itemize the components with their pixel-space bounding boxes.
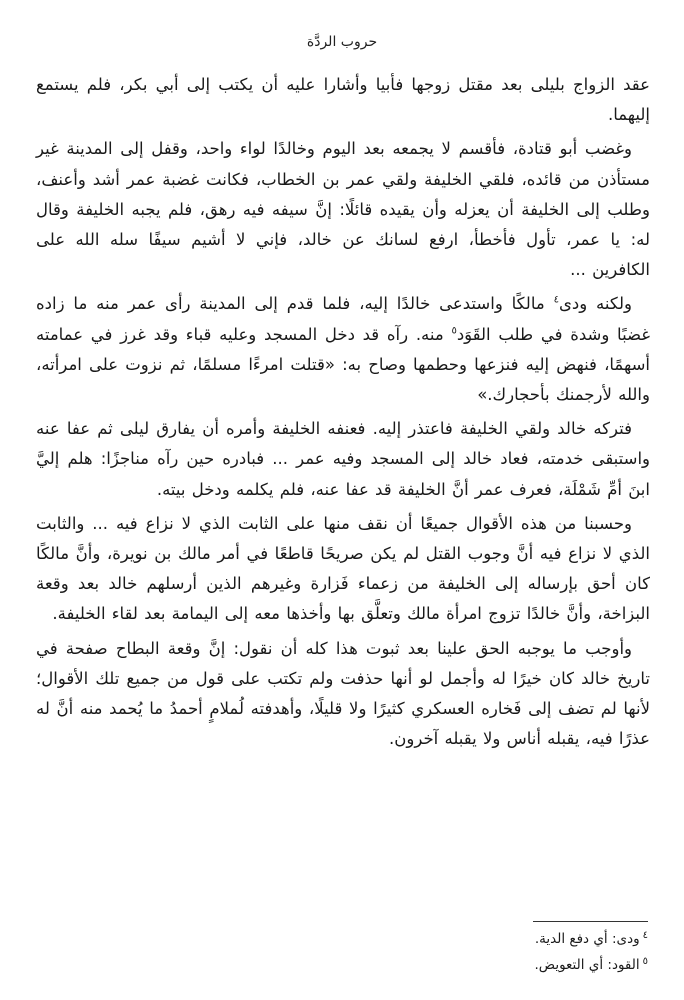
footnote-text: ودى: أي دفع الدية. bbox=[534, 931, 640, 947]
footnote-divider bbox=[533, 921, 648, 922]
footnote-5 bbox=[248, 952, 648, 978]
paragraph-6: وأوجب ما يوجبه الحق علينا بعد ثبوت هذا كله أن نقول: إنَّ وقعة البطاح صفحة في تاريخ خالد كان خيرًا له وأجمل لو أنها حذفت ولم تكتب على قول من جميع تلك الأقوال؛ لأنها لم تضف إلى فَخاره العسكري كثيرًا ولا قليلًا، وأهدفته لُملامٍ أحمدُ ما يُحمد منه أنَّ له عذرًا فيه، يقبله أناس ولا يقبله آخرون. bbox=[36, 638, 650, 749]
footnote-ref-4[interactable]: ٤ bbox=[553, 294, 559, 306]
footnote-ref-5[interactable]: ٥ bbox=[451, 325, 457, 337]
footnote-number: ٤ bbox=[642, 929, 648, 941]
footnote-number: ٥ bbox=[642, 955, 648, 967]
paragraph-3-part-c: منه. رآه قد دخل المسجد وعليه قباء وقد غرز في عمامته أسهمًا، فنهض إليه فنزعها وحطمها وصاح به: «قتلت امرءًا مسلمًا، ثم نزوت على امرأته، والله لأرجمنك بأحجارك.» bbox=[36, 324, 650, 405]
paragraph-3-part-a: ولكنه ودى bbox=[558, 294, 632, 314]
paragraph-3-part-b: مالكًا واستدعى خالدًا إليه، فلما قدم إلى المدينة رأى عمر منه ما زاده غضبًا وشدة في طلب القَوَد bbox=[36, 294, 650, 344]
running-title: حروب الردَّة bbox=[306, 34, 378, 50]
paragraph-4: فتركه خالد ولقي الخليفة فاعتذر إليه. فعنفه الخليفة وأمره أن يفارق ليلى ثم عفا عنه واستبقى خدمته، فعاد خالد إلى المسجد وفيه عمر ... فبادره حين رآه مناجزًا: هلم إليَّ ابنَ أمِّ شَمْلَة، فعرف عمر أنَّ الخليفة قد عفا عنه، فلم يكلمه ودخل بيته. bbox=[36, 419, 650, 499]
paragraph-3 bbox=[36, 289, 650, 410]
footnote-4 bbox=[248, 926, 648, 952]
paragraph-5: وحسبنا من هذه الأقوال جميعًا أن نقف منها على الثابت الذي لا نزاع فيه ... والثابت الذي لا نزاع فيه أنَّ وجوب القتل لم يكن صريحًا قاطعًا في أمر مالك بن نويرة، وأنَّ مالكًا كان أحق بإرساله إلى الخليفة من زعماء فَزارة وغيرهم الذين أرسلهم خالد بعد وقعة البزاخة، وأنَّ خالدًا تزوج امرأة مالك وتعلَّق بها وأخذها معه إلى اليمامة بعد لقاء الخليفة. bbox=[36, 513, 650, 624]
paragraph-2: وغضب أبو قتادة، فأقسم لا يجمعه بعد اليوم وخالدًا لواء واحد، وقفل إلى المدينة غير مستأذن من قائده، فلقي الخليفة ولقي عمر بن الخطاب، فكانت غضبة عمر أشد وأعنف، وطلب إلى الخليفة أن يعزله وأن يقيده قائلًا: إنَّ سيفه فيه رهق، فلم يجبه الخليفة وقال له: يا عمر، تأول فأخطأ، ارفع لسانك عن خالد، فإني لا أشيم سيفًا سله الله على الكافرين ... bbox=[36, 139, 650, 280]
body-text bbox=[36, 70, 650, 758]
footnote-text: القود: أي التعويض. bbox=[534, 957, 640, 973]
footnotes bbox=[248, 926, 648, 978]
paragraph-1: عقد الزواج بليلى بعد مقتل زوجها فأبيا وأشارا عليه أن يكتب إلى أبي بكر، فلم يستمع إليهما. bbox=[36, 75, 650, 125]
